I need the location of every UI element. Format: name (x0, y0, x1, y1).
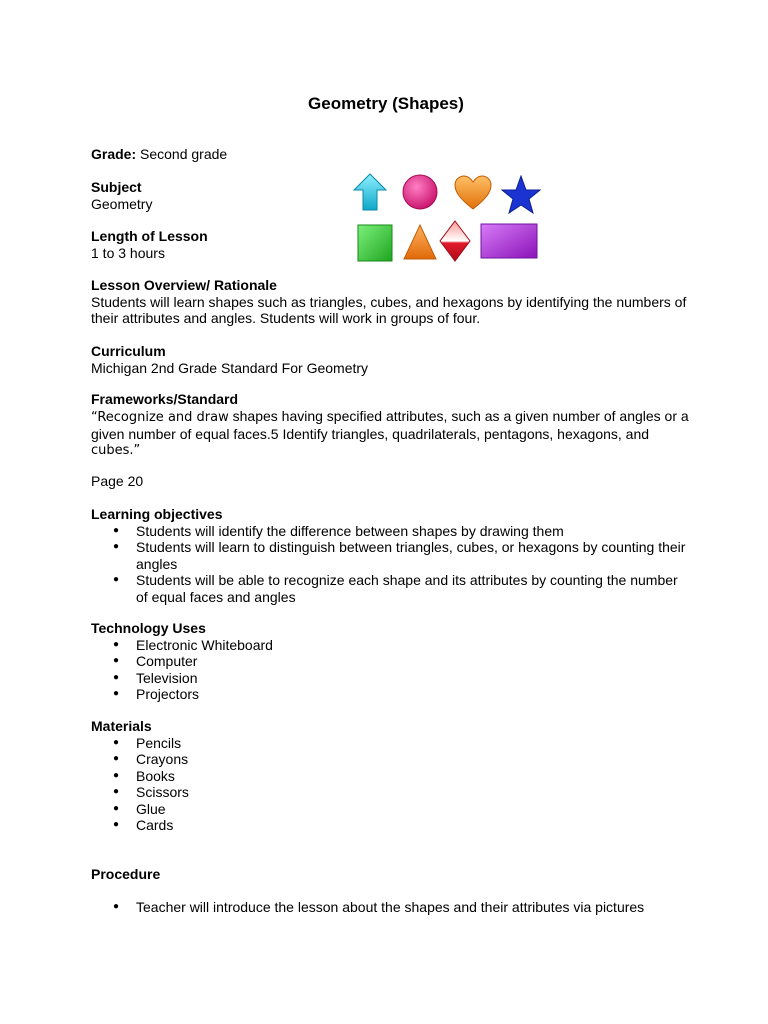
subject-value: Geometry (91, 195, 153, 212)
triangle-icon (402, 223, 438, 261)
list-item: ● Projectors (91, 686, 691, 703)
overview-label: Lesson Overview/ Rationale (91, 277, 277, 293)
procedure-list (91, 899, 691, 916)
list-item: ● Electronic Whiteboard (91, 637, 691, 654)
list-item: ● Books (91, 768, 691, 785)
list-item: ● Television (91, 670, 691, 687)
procedure-list-wrap (91, 899, 691, 916)
procedure-section (91, 866, 691, 883)
technology-list (91, 637, 691, 703)
objectives-label: Learning objectives (91, 506, 223, 522)
diamond-icon (439, 220, 471, 262)
page-title: Geometry (Shapes) (308, 94, 464, 113)
frameworks-section (91, 391, 691, 459)
circle-icon (401, 173, 439, 211)
objectives-section (91, 506, 691, 605)
length-value: 1 to 3 hours (91, 244, 165, 261)
overview-line-1: Students will learn shapes such as triangles, cubes, and hexagons by identifying the numbers of (91, 293, 687, 310)
frameworks-line-1 (91, 408, 691, 427)
materials-list (91, 735, 691, 834)
list-item: ● Cards (91, 817, 691, 834)
overview-line-2: their attributes and angles. Students will work in groups of four. (91, 310, 481, 326)
list-item: ● Students will identify the difference between shapes by drawing them (91, 523, 691, 540)
list-item: ● Students will be able to recognize each shape and its attributes by counting the number of equal faces and angles (91, 572, 691, 605)
heart-icon (454, 175, 492, 211)
procedure-label: Procedure (91, 866, 161, 882)
square-icon (357, 224, 393, 262)
list-item: ● Pencils (91, 735, 691, 752)
grade-value: Second grade (140, 146, 228, 162)
technology-section (91, 620, 691, 703)
frameworks-line-2: given number of equal faces.5 Identify triangles, quadrilaterals, pentagons, hexagons, and (91, 426, 650, 442)
grade-label: Grade: (91, 146, 137, 162)
frameworks-line-1-rest: shapes having specified attributes, such as a given number of angles or a (228, 407, 689, 424)
list-item: ● Students will learn to distinguish between triangles, cubes, or hexagons by counting their angles (91, 539, 691, 572)
curriculum-section (91, 343, 691, 376)
list-item: ● Teacher will introduce the lesson about the shapes and their attributes via pictures (91, 899, 691, 916)
arrow-up-icon (352, 172, 388, 212)
list-item: ● Glue (91, 801, 691, 818)
star-icon (501, 175, 541, 215)
materials-label: Materials (91, 718, 152, 734)
list-item: ● Crayons (91, 751, 691, 768)
materials-section (91, 718, 691, 834)
frameworks-quote-open: “Recognize and draw (91, 409, 229, 425)
length-label: Length of Lesson (91, 228, 208, 244)
technology-label: Technology Uses (91, 620, 206, 636)
objectives-list (91, 523, 691, 606)
grade-line (91, 146, 691, 163)
shapes-illustration (348, 168, 548, 268)
overview-section (91, 277, 691, 327)
frameworks-label: Frameworks/Standard (91, 391, 239, 407)
subject-label: Subject (91, 179, 142, 195)
frameworks-line-3: cubes.” (91, 442, 141, 458)
curriculum-label: Curriculum (91, 343, 166, 359)
curriculum-value: Michigan 2nd Grade Standard For Geometry (91, 359, 369, 376)
list-item: ● Computer (91, 653, 691, 670)
rectangle-icon (480, 223, 538, 259)
page-reference: Page 20 (91, 473, 144, 489)
list-item: ● Scissors (91, 784, 691, 801)
